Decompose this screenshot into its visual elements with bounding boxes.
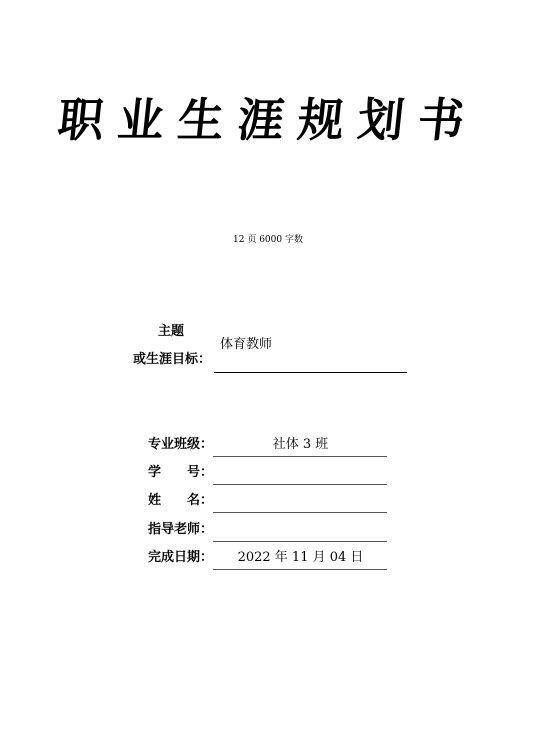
topic-label-line1: 主题: [158, 324, 185, 339]
field-label: 专业班级：: [148, 437, 214, 452]
field-row-student-id: [148, 463, 388, 483]
topic-value: 体育教师: [220, 337, 273, 352]
field-underline: [213, 569, 387, 570]
field-value: 2022 年 11 月 04 日: [237, 550, 364, 565]
field-label: 指导老师：: [148, 522, 214, 537]
field-row-name: [148, 491, 388, 511]
field-label: 学 号：: [148, 465, 214, 480]
field-label: 完成日期：: [148, 550, 214, 565]
field-row-advisor: [148, 520, 388, 540]
field-underline: [213, 456, 387, 457]
field-row-major-class: [148, 435, 388, 455]
page-count-info: 12 页 6000 字数: [233, 235, 303, 245]
topic-underline: [214, 372, 407, 373]
topic-label-line2: 或生涯目标：: [133, 352, 212, 367]
field-underline: [213, 484, 387, 485]
document-title: 职业生涯规划书: [55, 93, 481, 147]
field-label: 姓 名：: [148, 493, 214, 508]
field-value: 社体 3 班: [272, 437, 329, 452]
field-underline: [213, 541, 387, 542]
field-underline: [213, 512, 387, 513]
field-row-completion-date: [148, 548, 388, 568]
